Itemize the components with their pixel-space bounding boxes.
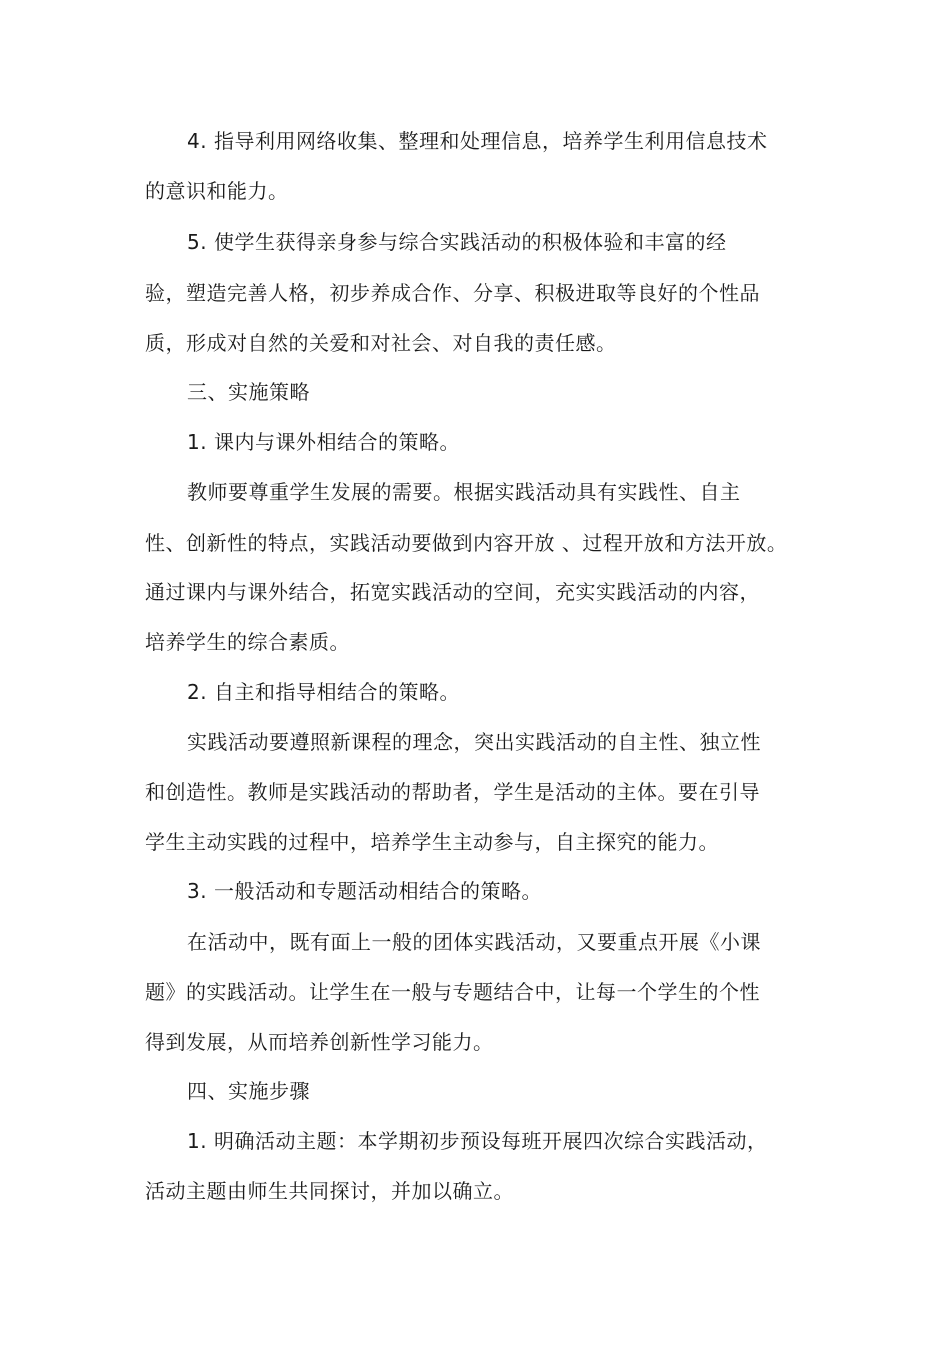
text-line: 4. 指导利用网络收集、整理和处理信息，培养学生利用信息技术 [187, 129, 768, 153]
text-line: 1. 明确活动主题：本学期初步预设每班开展四次综合实践活动， [187, 1129, 768, 1153]
text-line: 得到发展，从而培养创新性学习能力。 [145, 1030, 494, 1054]
section-heading: 四、实施步骤 [187, 1079, 310, 1103]
text-line: 题》的实践活动。让学生在一般与专题结合中，让每一个学生的个性 [145, 980, 760, 1004]
subsection-heading: 2. 自主和指导相结合的策略。 [187, 680, 460, 704]
text-line: 验，塑造完善人格，初步养成合作、分享、积极进取等良好的个性品 [145, 281, 760, 305]
subsection-heading: 1. 课内与课外相结合的策略。 [187, 430, 460, 454]
text-line: 和创造性。教师是实践活动的帮助者，学生是活动的主体。要在引导 [145, 780, 760, 804]
text-line: 通过课内与课外结合，拓宽实践活动的空间，充实实践活动的内容， [145, 580, 760, 604]
text-line: 质，形成对自然的关爱和对社会、对自我的责任感。 [145, 331, 617, 355]
text-line: 实践活动要遵照新课程的理念，突出实践活动的自主性、独立性 [187, 730, 761, 754]
text-line: 教师要尊重学生发展的需要。根据实践活动具有实践性、自主 [187, 480, 741, 504]
section-heading: 三、实施策略 [187, 380, 310, 404]
text-line: 培养学生的综合素质。 [145, 630, 350, 654]
text-line: 性、创新性的特点，实践活动要做到内容开放 、过程开放和方法开放。 [145, 531, 788, 555]
subsection-heading: 3. 一般活动和专题活动相结合的策略。 [187, 879, 542, 903]
text-line: 在活动中，既有面上一般的团体实践活动，又要重点开展《小课 [187, 930, 761, 954]
text-line: 的意识和能力。 [145, 179, 289, 203]
text-line: 活动主题由师生共同探讨，并加以确立。 [145, 1179, 514, 1203]
text-line: 5. 使学生获得亲身参与综合实践活动的积极体验和丰富的经 [187, 230, 727, 254]
text-line: 学生主动实践的过程中，培养学生主动参与，自主探究的能力。 [145, 830, 719, 854]
